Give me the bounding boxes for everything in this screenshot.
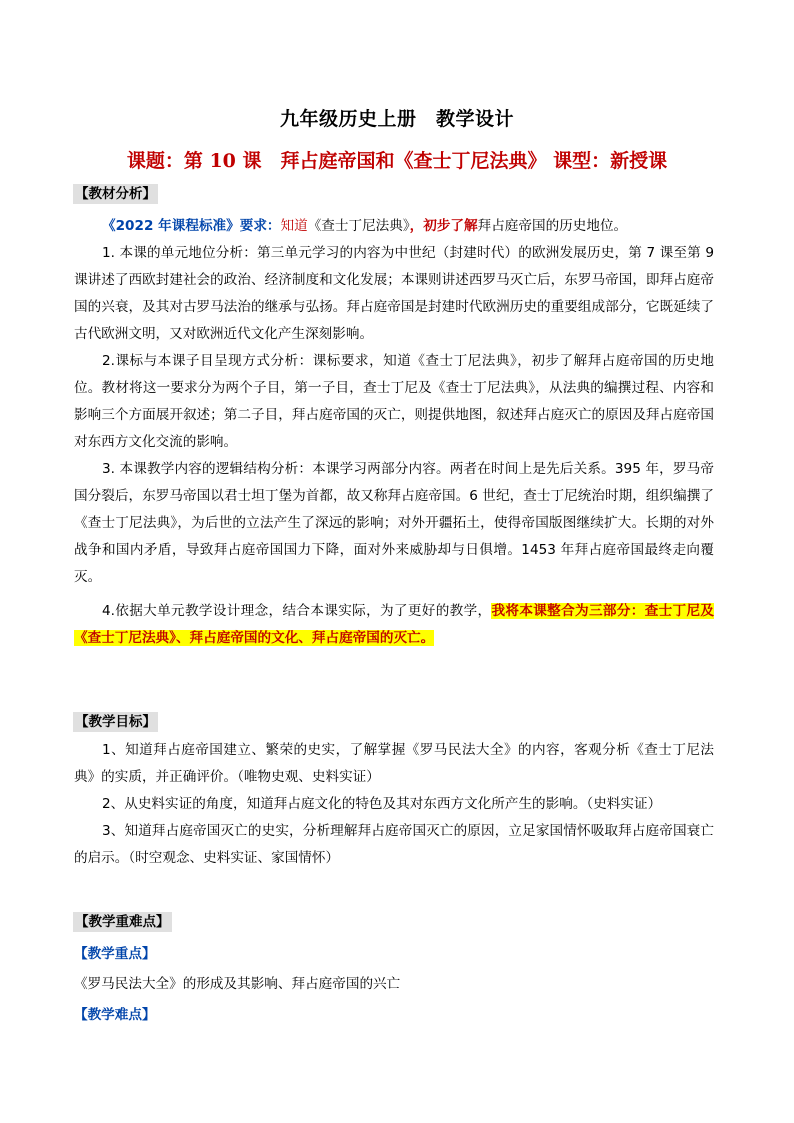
document-title: 九年级历史上册 教学设计: [279, 108, 514, 130]
goal-1: 1、知道拜占庭帝国建立、繁荣的史实，了解掌握《罗马民法大全》的内容，客观分析《查士丁尼法典》的实质，并正确评价。（唯物史观、史料实证）: [74, 742, 714, 785]
paragraph-4-text: 4.依据大单元教学设计理念，结合本课实际，为了更好的教学，: [102, 603, 492, 619]
standard-code: 《查士丁尼法典》: [307, 218, 410, 234]
section-heading-keypoints: 【教学重难点】: [75, 914, 170, 930]
standard-know: 知道: [280, 218, 308, 234]
goal-3: 3、知道拜占庭帝国灭亡的史实，分析理解拜占庭帝国灭亡的原因，立足家国情怀吸取拜占庭帝国衰亡的启示。（时空观念、史料实证、家国情怀）: [74, 823, 714, 866]
section-heading-analysis: 【教材分析】: [75, 186, 156, 202]
section-heading-goals: 【教学目标】: [75, 714, 156, 730]
goal-2: 2、从史料实证的角度，知道拜占庭文化的特色及其对东西方文化所产生的影响。（史料实证）: [102, 796, 662, 812]
standard-label: 《2022 年课程标准》要求：: [102, 218, 281, 234]
key-point-text: 《罗马民法大全》的形成及其影响、拜占庭帝国的兴亡: [74, 976, 401, 992]
lesson-subtitle: 课题：第 10 课 拜占庭帝国和《查士丁尼法典》 课型：新授课: [126, 150, 668, 172]
key-point-label: 【教学重点】: [74, 946, 156, 962]
analysis-paragraph-1: 1. 本课的单元地位分析：第三单元学习的内容为中世纪（封建时代）的欧洲发展历史，第 7 课至第 9 课讲述了西欧封建社会的政治、经济制度和文化发展；本课则讲述西罗马灭亡后，东罗马帝国，即拜占庭帝国的兴衰，及其对古罗马法治的继承与弘扬。拜占庭帝国是封建时代欧洲历史的重要组成部分，它既延续了古代欧洲文明，又对欧洲近代文化产生深刻影响。: [74, 245, 714, 342]
analysis-paragraph-2: 2.课标与本课子目呈现方式分析：课标要求，知道《查士丁尼法典》，初步了解拜占庭帝国的历史地位。教材将这一要求分为两个子目，第一子目，查士丁尼及《查士丁尼法典》，从法典的编撰过程、内容和影响三个方面展开叙述；第二子目，拜占庭帝国的灭亡，则提供地图，叙述拜占庭灭亡的原因及拜占庭帝国对东西方文化交流的影响。: [74, 353, 714, 450]
standard-understand: ，初步了解: [409, 218, 478, 234]
difficulty-label: 【教学难点】: [74, 1007, 156, 1023]
paragraph-4-highlight: 我将本课整合为三部分：查士丁尼及《查士丁尼法典》、拜占庭帝国的文化、拜占庭帝国的灭亡。: [74, 603, 715, 646]
curriculum-standard: [74, 213, 714, 240]
analysis-paragraph-4: [74, 598, 714, 652]
standard-rest: 拜占庭帝国的历史地位。: [477, 218, 628, 234]
analysis-paragraph-3: 3. 本课教学内容的逻辑结构分析：本课学习两部分内容。两者在时间上是先后关系。395 年，罗马帝国分裂后，东罗马帝国以君士坦丁堡为首都，故又称拜占庭帝国。6 世纪，查士丁尼统治时期，组织编撰了《查士丁尼法典》，为后世的立法产生了深远的影响；对外开疆拓土，使得帝国版图继续扩大。长期的对外战争和国内矛盾，导致拜占庭帝国国力下降，面对外来威胁却与日俱增。1453 年拜占庭帝国最终走向覆灭。: [74, 461, 714, 585]
